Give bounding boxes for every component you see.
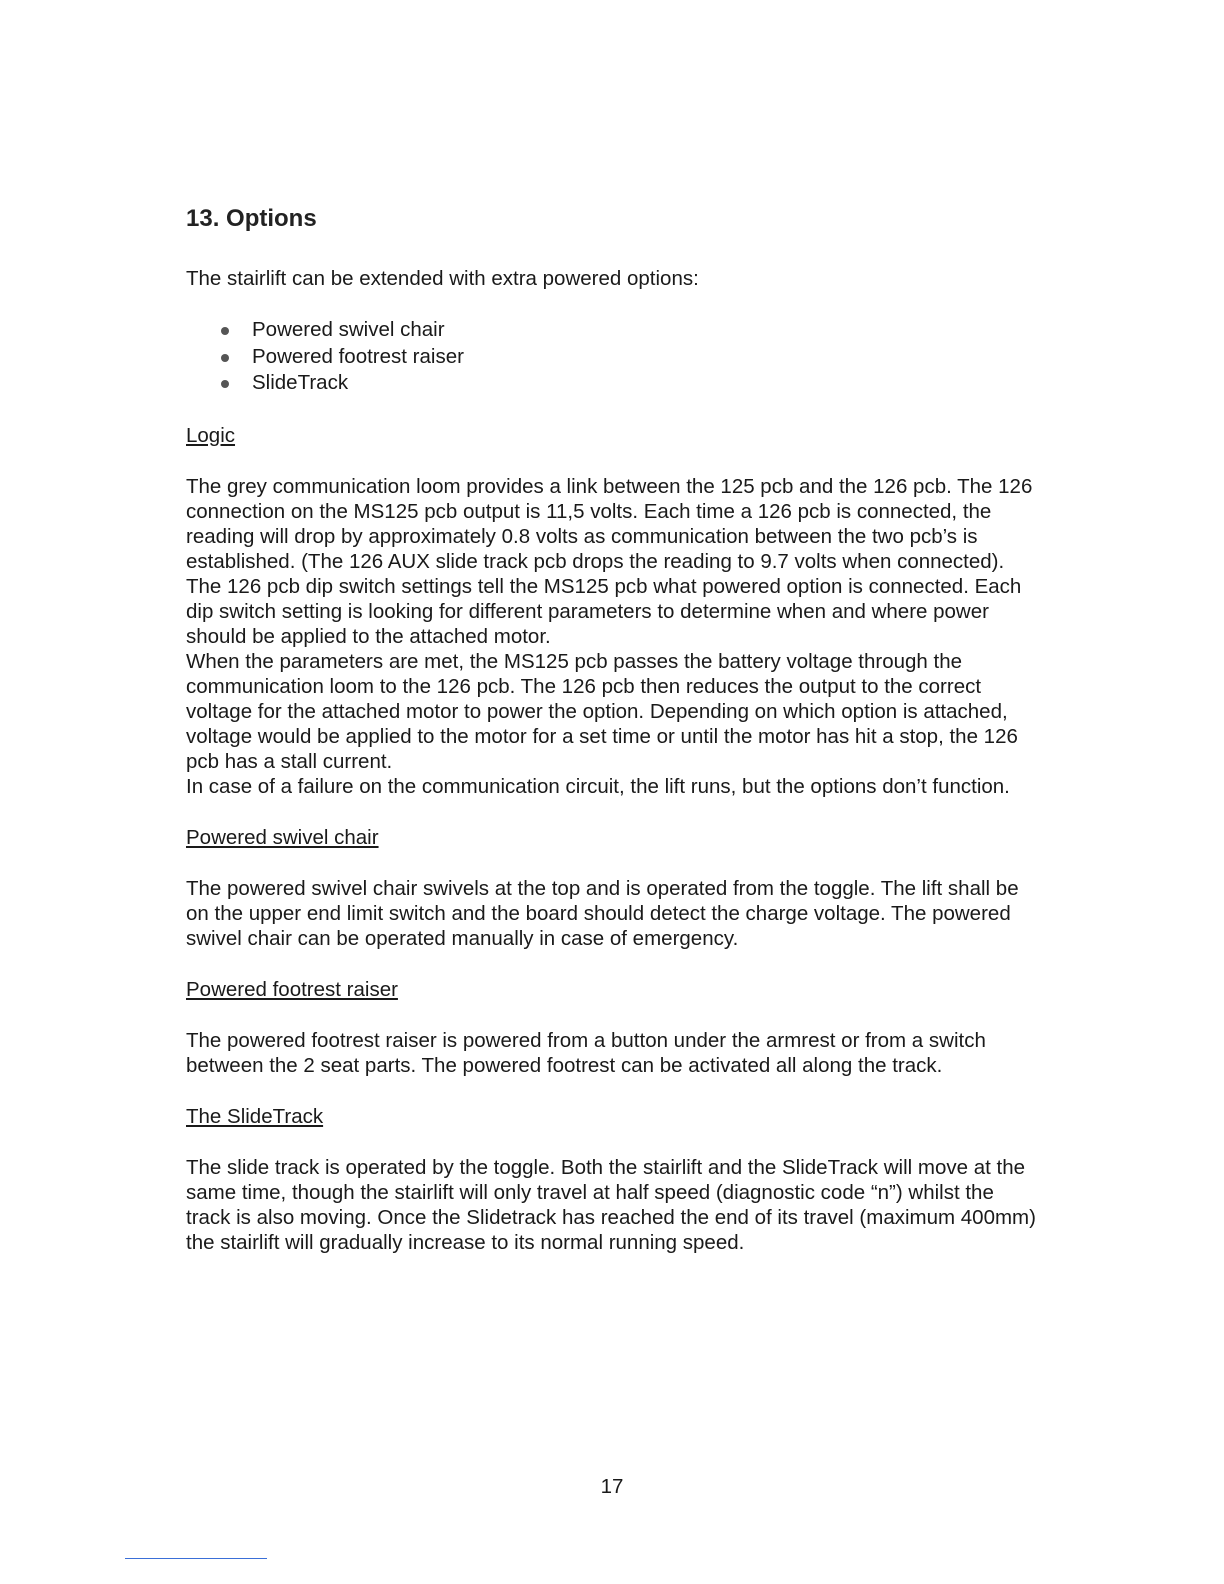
logic-section [186, 474, 1036, 799]
option-label: Powered swivel chair [252, 318, 445, 341]
logic-paragraph: When the parameters are met, the MS125 pcb passes the battery voltage through the communication loom to the 126 pcb. The 126 pcb then reduces the output to the correct voltage for the attached motor to power the option. Depending on which option is attached, voltage would be applied to the motor for a set time or until the motor has hit a stop, the 126 pcb has a stall current. [186, 649, 1018, 773]
slidetrack-section [186, 1155, 1036, 1255]
footrest-paragraph: The powered footrest raiser is powered from a button under the armrest or from a switch between the 2 seat parts. The powered footrest can be activated all along the track. [186, 1028, 986, 1077]
page-number: 17 [600, 1475, 624, 1498]
footrest-section [186, 1028, 1036, 1078]
swivel-paragraph: The powered swivel chair swivels at the top and is operated from the toggle. The lift shall be on the upper end limit switch and the board should detect the charge voltage. The powered swivel chair can be operated manually in case of emergency. [186, 876, 1019, 950]
list-item [186, 370, 1036, 397]
logic-paragraph: In case of a failure on the communication circuit, the lift runs, but the options don’t function. [186, 774, 1010, 798]
list-item [186, 344, 1036, 371]
swivel-heading: Powered swivel chair [186, 825, 379, 849]
logic-heading: Logic [186, 423, 236, 447]
bullet-icon [221, 354, 229, 362]
logic-paragraph: The grey communication loom provides a link between the 125 pcb and the 126 pcb. The 126 connection on the MS125 pcb output is 11,5 volts. Each time a 126 pcb is connected, the reading will drop by approximately 0.8 volts as communication between the two pcb’s is established. (The 126 AUX slide track pcb drops the reading to 9.7 volts when connected). [186, 474, 1033, 573]
intro-text: The stairlift can be extended with extra powered options: [186, 267, 699, 290]
option-label: SlideTrack [252, 371, 349, 394]
options-list [186, 317, 1036, 397]
page-content [186, 204, 1036, 1281]
bullet-icon [221, 380, 229, 388]
logic-paragraph: The 126 pcb dip switch settings tell the MS125 pcb what powered option is connected. Each dip switch setting is looking for different parameters to determine when and where power should be applied to the attached motor. [186, 574, 1022, 648]
list-item [186, 317, 1036, 344]
swivel-section [186, 876, 1036, 951]
slidetrack-heading: The SlideTrack [186, 1104, 324, 1128]
bullet-icon [221, 327, 229, 335]
section-title: 13. Options [186, 205, 317, 232]
slidetrack-paragraph: The slide track is operated by the toggle. Both the stairlift and the SlideTrack will move at the same time, though the stairlift will only travel at half speed (diagnostic code “n”) whilst the track is also moving. Once the Slidetrack has reached the end of its travel (maximum 400mm) the stairlift will gradually increase to its normal running speed. [186, 1155, 1036, 1254]
option-label: Powered footrest raiser [252, 344, 464, 368]
footnote-divider [125, 1558, 267, 1559]
footrest-heading: Powered footrest raiser [186, 977, 398, 1001]
